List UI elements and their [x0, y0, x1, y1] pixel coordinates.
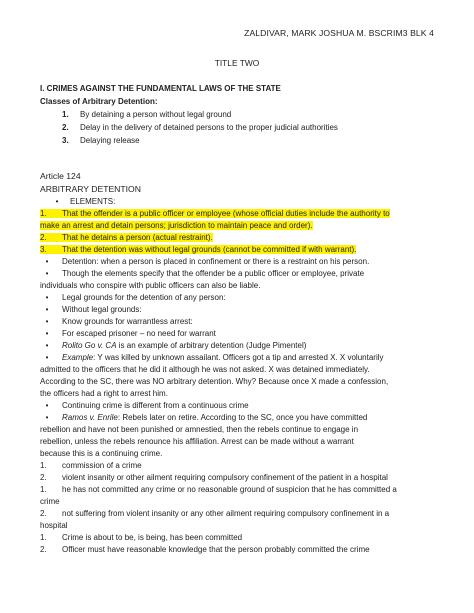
- numbered-item: 2. violent insanity or other ailment requiring compulsory confinement of the patient in a hospital: [40, 473, 388, 482]
- bullet-item: • Continuing crime is different from a continuous crime: [45, 401, 249, 410]
- bullet-item: • Example: Y was killed by unknown assailant. Officers got a tip and arrested X. X voluntarily: [45, 353, 384, 362]
- numbered-item-cont: hospital: [40, 521, 68, 530]
- element-1: 1. That the offender is a public officer or employee (whose official duties include the authority to: [40, 209, 390, 218]
- numbered-item: 1. he has not committed any crime or no reasonable ground of suspicion that he has committed a: [40, 485, 397, 494]
- element-1-cont: make an arrest and detain persons; jurisdiction to maintain peace and order).: [40, 221, 313, 230]
- bullet-item: • Though the elements specify that the offender be a public officer or employee, private: [45, 269, 365, 278]
- bullet-item-cont: rebellion and have not been punished or amnestied, then the rebels continue to engage in: [40, 425, 359, 434]
- numbered-item: 1. commission of a crime: [40, 461, 142, 470]
- page-title: TITLE TWO: [214, 58, 260, 68]
- bullet-item: • Without legal grounds:: [45, 305, 142, 314]
- element-3: 3. That the detention was without legal grounds (cannot be committed if with warrant).: [40, 245, 357, 254]
- section-heading: I. CRIMES AGAINST THE FUNDAMENTAL LAWS OF THE STATE: [40, 84, 281, 93]
- numbered-item: 2. Officer must have reasonable knowledge that the person probably committed the crime: [40, 545, 370, 554]
- list-item: 1. By detaining a person without legal ground: [62, 110, 232, 119]
- section-subheading: Classes of Arbitrary Detention:: [40, 97, 158, 106]
- list-item: 2. Delay in the delivery of detained persons to the proper judicial authorities: [62, 123, 338, 132]
- article-name: ARBITRARY DETENTION: [40, 184, 141, 194]
- elements-label: • ELEMENTS:: [55, 197, 116, 206]
- bullet-item: • For escaped prisoner – no need for warrant: [45, 329, 216, 338]
- bullet-item-cont: rebellion, unless the rebels renounce his affiliation. Arrest can be made without a warrant: [40, 437, 354, 446]
- numbered-item: 1. Crime is about to be, is being, has been committed: [40, 533, 243, 542]
- bullet-item: • Detention: when a person is placed in confinement or there is a restraint on his person.: [45, 257, 370, 266]
- bullet-item-cont: admitted to the officers that he did it although he was not asked. X was detained immediately.: [40, 365, 370, 374]
- element-2: 2. That he detains a person (actual restraint).: [40, 233, 213, 242]
- bullet-item-cont: According to the SC, there was NO arbitrary detention. Why? Because once X made a confession,: [40, 377, 389, 386]
- bullet-item-cont: because this is a continuing crime.: [40, 449, 163, 458]
- bullet-item: • Know grounds for warrantless arrest:: [45, 317, 193, 326]
- bullet-item: • Ramos v. Enrile: Rebels later on retire. According to the SC, once you have committed: [45, 413, 368, 422]
- student-header: ZALDIVAR, MARK JOSHUA M. BSCRIM3 BLK 4: [244, 28, 434, 38]
- bullet-item-cont: individuals who conspire with public officers can also be liable.: [40, 281, 261, 290]
- bullet-item-cont: the officers had a right to arrest him.: [40, 389, 168, 398]
- article-title: Article 124: [40, 171, 81, 181]
- list-item: 3. Delaying release: [62, 136, 140, 145]
- numbered-item: 2. not suffering from violent insanity or any other ailment requiring compulsory confinement in a: [40, 509, 390, 518]
- bullet-item: • Legal grounds for the detention of any person:: [45, 293, 226, 302]
- numbered-item-cont: crime: [40, 497, 60, 506]
- bullet-item: • Rolito Go v. CA is an example of arbitrary detention (Judge Pimentel): [45, 341, 307, 350]
